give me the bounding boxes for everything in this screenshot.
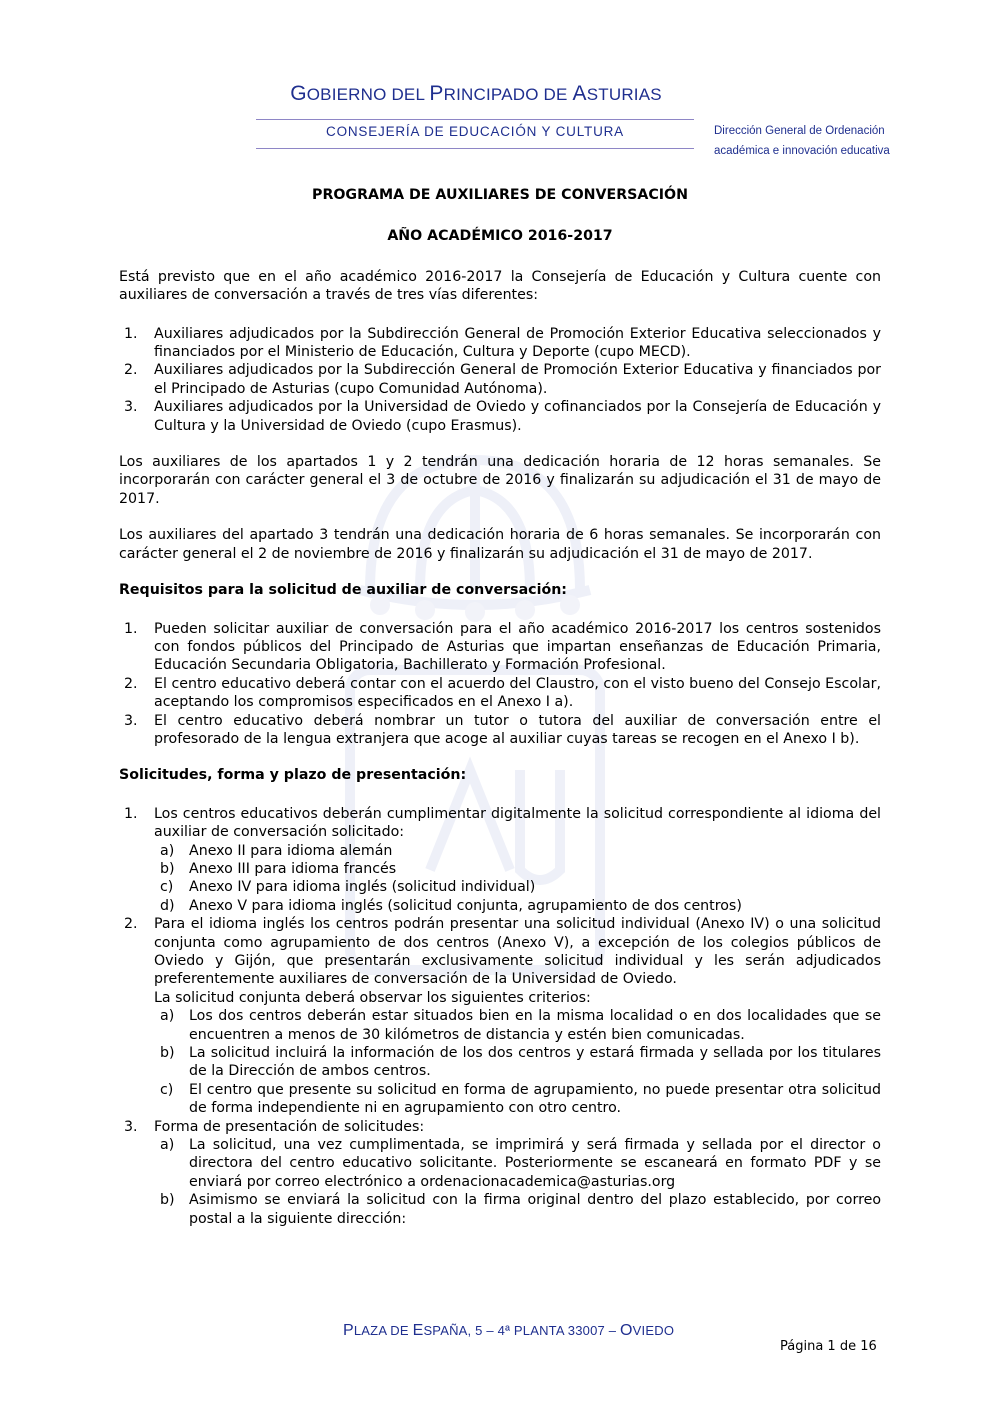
header-divider-bottom [256,148,694,149]
sub-item-text: La solicitud, una vez cumplimentada, se imprimirá y será firmada y sellada por el director o directora del centro educativo solicitante. Posteriormente se escaneará en formato PDF y se enviará por correo electrónico a ordenacionacademica@asturias.org [189,1137,881,1190]
sub-list-item [154,1081,881,1118]
list-item [119,398,881,435]
sub-item-text: La solicitud incluirá la información de los dos centros y estará firmada y sellada por los titulares de la Dirección de ambos centros. [189,1045,881,1080]
header-divider-top [256,119,694,120]
sub-list-item [154,1007,881,1044]
department-line-2: académica e innovación educativa [714,145,890,157]
list-item [119,915,881,1117]
item-number: 1. [124,805,138,822]
document-body [119,186,881,1228]
address-cap: E [412,1322,424,1339]
title-rest: OBIERNO DEL [306,85,430,104]
item-text: Forma de presentación de solicitudes: [154,1118,425,1135]
requisitos-heading: Requisitos para la solicitud de auxiliar de conversación: [119,582,567,599]
title-cap: P [429,82,444,105]
sub-list-item [154,860,881,878]
sub-item-letter: b) [160,860,175,877]
title-rest: STURIAS [586,85,662,104]
intro-paragraph: Está previsto que en el año académico 2016-2017 la Consejería de Educación y Cultura cuente con auxiliares de conversación a través de tres vías diferentes: [119,268,881,304]
title-cap: G [290,82,307,105]
list-item [119,361,881,398]
address-cap: P [343,1322,354,1339]
item-text-continued: La solicitud conjunta deberá observar los siguientes criterios: [154,989,591,1006]
address-rest: 5 – 4ª PLANTA 33007 – [475,1323,621,1338]
sub-list-item [154,897,881,915]
sub-list-item [154,878,881,896]
sub-list-item [154,1136,881,1191]
requisitos-list [119,620,881,749]
item-text: Para el idioma inglés los centros podrán presentar una solicitud individual (Anexo IV) o una solicitud conjunta como agrupamiento de dos centros (Anexo V), a excepción de los colegios públicos de Oviedo y Gijón, que presentarán exclusivamente solicitud individual y les serán adjudicados preferentemente auxiliares de conversación de la Universidad de Oviedo. [154,916,881,988]
sub-item-letter: c) [160,1081,174,1098]
header-title [256,82,696,106]
item-number: 2. [124,916,138,933]
sub-item-text: Anexo III para idioma francés [189,860,397,877]
item-number: 3. [124,399,138,416]
item-number: 2. [124,675,138,692]
item-number: 1. [124,325,138,342]
sub-item-text: Anexo IV para idioma inglés (solicitud individual) [189,879,536,896]
address-rest: VIEDO [632,1323,675,1338]
solicitudes-heading: Solicitudes, forma y plazo de presentación: [119,767,467,784]
list-item [119,712,881,749]
item-number: 3. [124,1118,138,1135]
list-item [119,675,881,712]
vias-list [119,325,881,435]
item-text: El centro educativo deberá nombrar un tutor o tutora del auxiliar de conversación entre el profesorado de la lengua extranjera que acoge al auxiliar cuyas tareas se recogen en el Anexo I b). [154,712,881,747]
address-rest: LAZA DE [353,1323,413,1338]
department-line-1: Dirección General de Ordenación [714,125,885,137]
title-cap: A [572,82,587,105]
address-rest: SPAÑA, [423,1323,476,1338]
sub-item-text: Los dos centros deberán estar situados bien en la misma localidad o en dos localidades que se encuentren a menos de 30 kilómetros de distancia y estén bien comunicadas. [189,1008,881,1043]
item-text: Auxiliares adjudicados por la Subdirección General de Promoción Exterior Educativa seleccionados y financiados por el Ministerio de Educación, Cultura y Deporte (cupo MECD). [154,325,881,361]
sub-list-item [154,842,881,860]
sub-item-letter: c) [160,879,174,896]
sub-item-letter: a) [160,842,175,859]
address-cap: O [620,1322,633,1339]
sub-item-letter: a) [160,1008,175,1025]
item-text: Auxiliares adjudicados por la Subdirección General de Promoción Exterior Educativa y financiados por el Principado de Asturias (cupo Comunidad Autónoma). [154,362,881,397]
sub-list-item [154,1191,881,1228]
footer-address [343,1322,674,1340]
title-rest: RINCIPADO DE [443,85,573,104]
list-item [119,1118,881,1228]
list-item [119,620,881,675]
item-text: Pueden solicitar auxiliar de conversación para el año académico 2016-2017 los centros sostenidos con fondos públicos del Principado de Asturias que impartan enseñanzas de Educación Primaria, Educación Secundaria Obligatoria, Bachillerato y Formación Profesional. [154,620,881,674]
document-title: PROGRAMA DE AUXILIARES DE CONVERSACIÓN [312,187,688,203]
item-text: El centro educativo deberá contar con el acuerdo del Claustro, con el visto bueno del Consejo Escolar, aceptando los compromisos especificados en el Anexo I a). [154,675,881,711]
list-item [119,805,881,915]
item-number: 2. [124,362,138,379]
header-department [714,121,890,161]
sub-item-letter: a) [160,1137,175,1154]
header-subtitle: CONSEJERÍA DE EDUCACIÓN Y CULTURA [326,124,624,139]
item-text: Auxiliares adjudicados por la Universidad de Oviedo y cofinanciados por la Consejería de Educación y Cultura y la Universidad de Oviedo (cupo Erasmus). [154,399,881,434]
item-text: Los centros educativos deberán cumplimentar digitalmente la solicitud correspondiente al idioma del auxiliar de conversación solicitado: [154,805,881,841]
sub-item-text: Anexo V para idioma inglés (solicitud conjunta, agrupamiento de dos centros) [189,897,742,914]
item-number: 3. [124,712,138,729]
list-item [119,325,881,362]
dedication-paragraph-1: Los auxiliares de los apartados 1 y 2 tendrán una dedicación horaria de 12 horas semanales. Se incorporarán con carácter general el 3 de octubre de 2016 y finalizarán su adjudicación el 31 de mayo de 2017. [119,454,881,507]
sub-item-text: Anexo II para idioma alemán [189,842,393,859]
solicitudes-list [119,805,881,1228]
sub-item-text: Asimismo se enviará la solicitud con la firma original dentro del plazo establecido, por correo postal a la siguiente dirección: [189,1192,881,1227]
sub-item-text: El centro que presente su solicitud en forma de agrupamiento, no puede presentar otra solicitud de forma independiente ni en agrupamiento con otro centro. [189,1081,881,1117]
item-number: 1. [124,620,138,637]
sub-item-letter: b) [160,1192,175,1209]
document-subtitle: AÑO ACADÉMICO 2016-2017 [387,228,613,245]
page-number: Página 1 de 16 [780,1339,877,1354]
sub-list-item [154,1044,881,1081]
sub-item-letter: d) [160,897,175,914]
sub-item-letter: b) [160,1045,175,1062]
dedication-paragraph-2: Los auxiliares del apartado 3 tendrán una dedicación horaria de 6 horas semanales. Se incorporarán con carácter general el 2 de noviembre de 2016 y finalizarán su adjudicación el 31 de mayo de 2017. [119,527,881,562]
